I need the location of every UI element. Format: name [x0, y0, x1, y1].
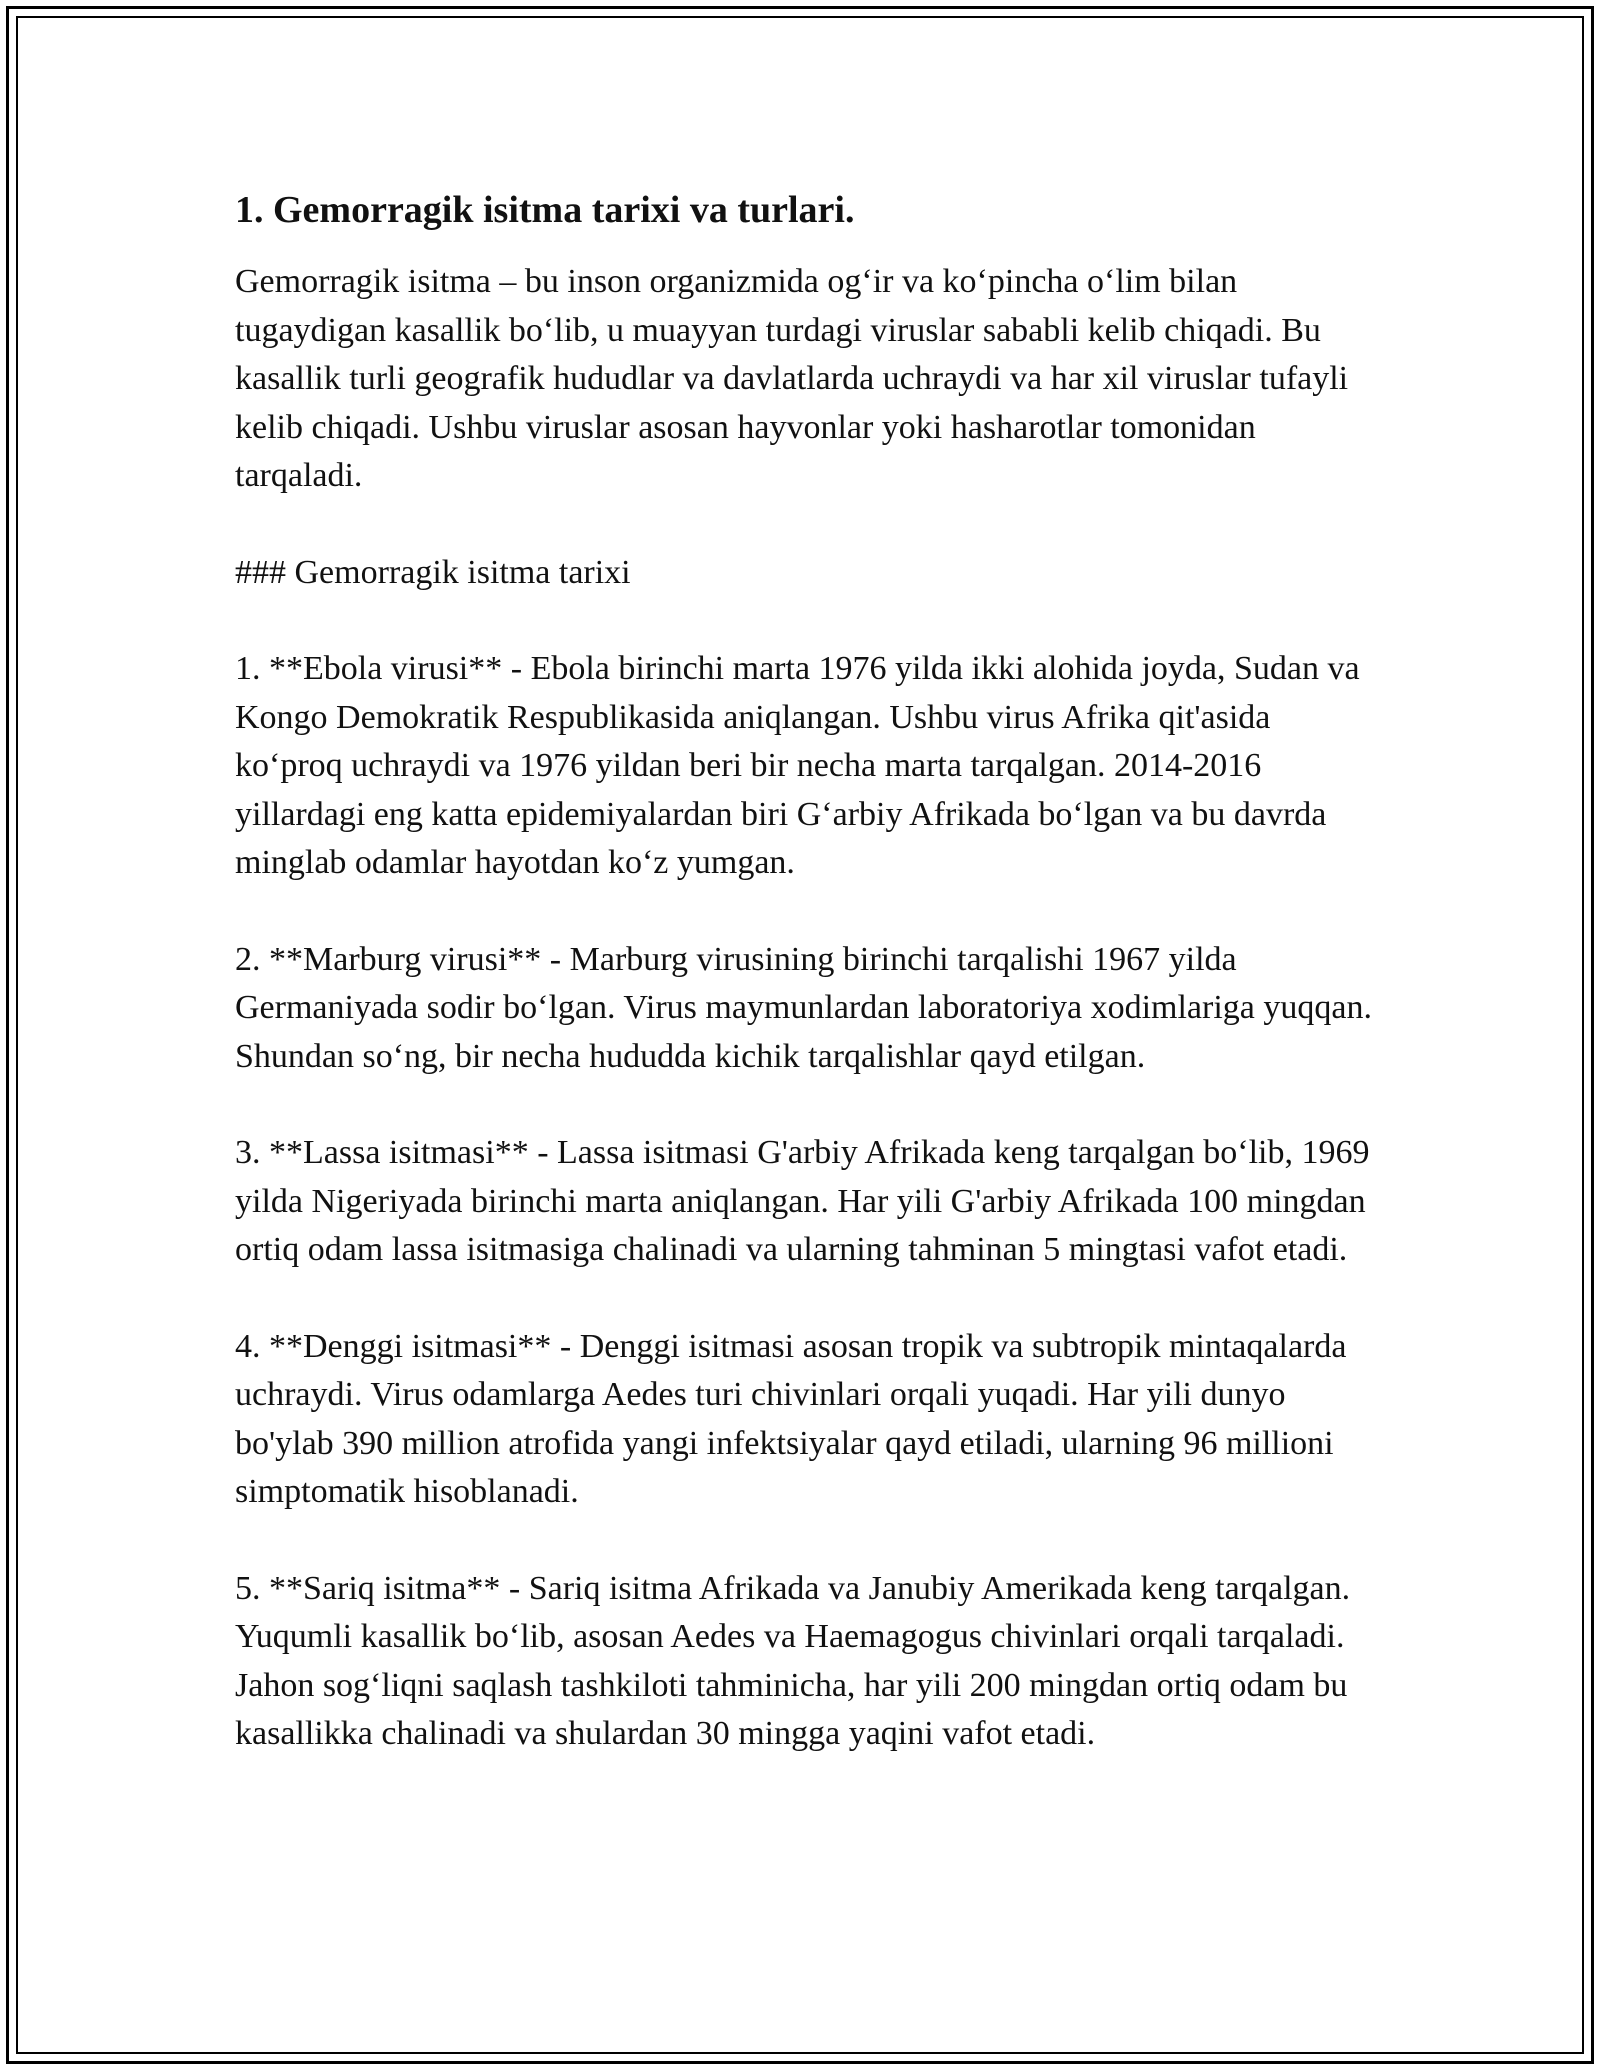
- intro-paragraph: Gemorragik isitma – bu inson organizmida og‘ir va ko‘pincha o‘lim bilan tugaydigan kasallik bo‘lib, u muayyan turdagi viruslar sababli kelib chiqadi. Bu kasallik turli geografik hududlar va davlatlarda uchraydi va har xil viruslar tufayli kelib chiqadi. Ushbu viruslar asosan hayvonlar yoki hasharotlar tomonidan tarqaladi.: [235, 263, 1349, 494]
- list-item-marburg: 2. **Marburg virusi** - Marburg virusining birinchi tarqalishi 1967 yilda Germaniyada sodir bo‘lgan. Virus maymunlardan laboratoriya xodimlariga yuqqan. Shundan so‘ng, bir necha hududda kichik tarqalishlar qayd etilgan.: [235, 940, 1372, 1075]
- section-subheading: ### Gemorragik isitma tarixi: [235, 553, 631, 591]
- list-item-ebola: 1. **Ebola virusi** - Ebola birinchi marta 1976 yilda ikki alohida joyda, Sudan va Kongo Demokratik Respublikasida aniqlangan. Ushbu virus Afrika qit'asida ko‘proq uchraydi va 1976 yildan beri bir necha marta tarqalgan. 2014-2016 yillardagi eng katta epidemiyalardan biri G‘arbiy Afrikada bo‘lgan va bu davrda minglab odamlar hayotdan ko‘z yumgan.: [235, 650, 1360, 881]
- list-item-sariq: 5. **Sariq isitma** - Sariq isitma Afrikada va Janubiy Amerikada keng tarqalgan. Yuqumli kasallik bo‘lib, asosan Aedes va Haemagogus chivinlari orqali tarqaladi. Jahon sog‘liqni saqlash tashkiloti tahminicha, har yili 200 mingdan ortiq odam bu kasallikka chalinadi va shulardan 30 mingga yaqini vafot etadi.: [235, 1569, 1351, 1752]
- list-item-denggi: 4. **Denggi isitmasi** - Denggi isitmasi asosan tropik va subtropik mintaqalarda uchraydi. Virus odamlarga Aedes turi chivinlari orqali yuqadi. Har yili dunyo bo'ylab 390 million atrofida yangi infektsiyalar qayd etiladi, ularning 96 millioni simptomatik hisoblanadi.: [235, 1327, 1347, 1510]
- document-body: [235, 186, 1375, 1759]
- list-item-lassa: 3. **Lassa isitmasi** - Lassa isitmasi G'arbiy Afrikada keng tarqalgan bo‘lib, 1969 yilda Nigeriyada birinchi marta aniqlangan. Har yili G'arbiy Afrikada 100 mingdan ortiq odam lassa isitmasiga chalinadi va ularning tahminan 5 mingtasi vafot etadi.: [235, 1134, 1370, 1268]
- page-title: 1. Gemorragik isitma tarixi va turlari.: [235, 189, 855, 231]
